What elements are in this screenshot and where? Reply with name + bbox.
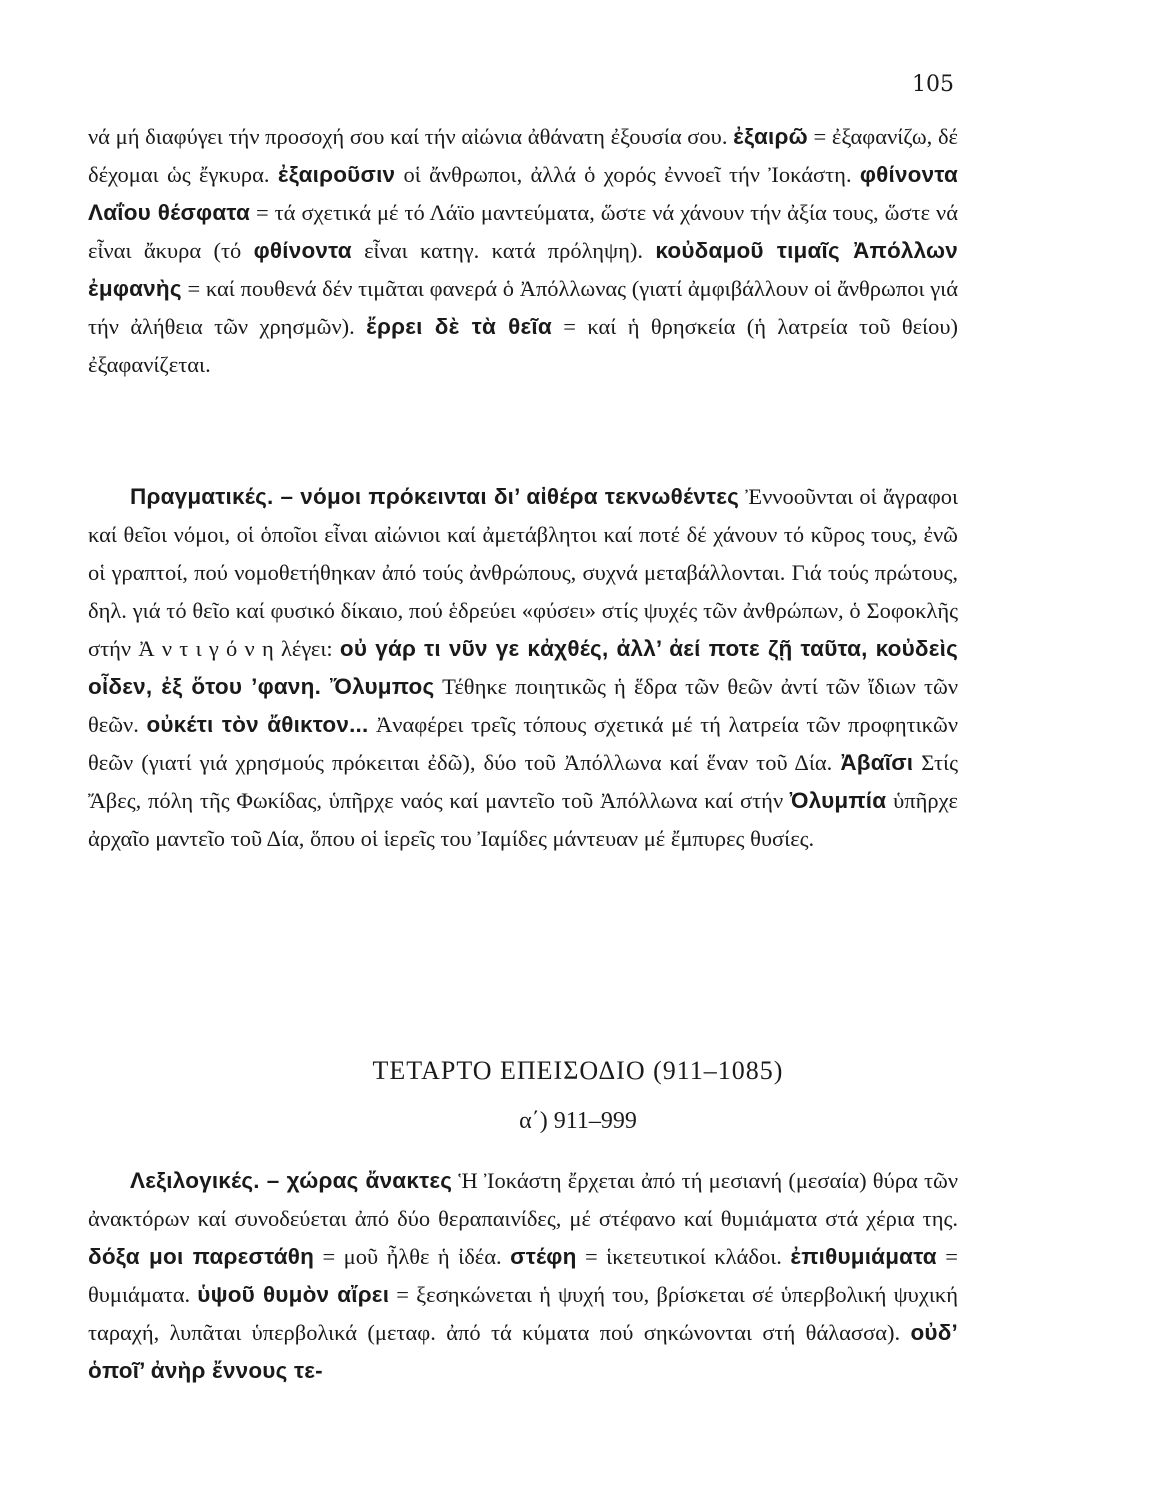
spaced-title: Ἀ ν τ ι γ ό ν η <box>138 636 274 661</box>
term: οὐ γάρ τι νῦν γε κἀχθές, ἀλλ’ ἀεί ποτε ζῇ ταῦτα, κοὐδεὶς οἶδεν, ἐξ ὅτου ’φανη. Ὄλυμπος <box>88 636 958 699</box>
section-label: Πραγματικές. – νόμοι πρόκεινται δι’ αἰθέρα τεκνωθέντες <box>130 484 740 509</box>
term: ἐξαιροῦσιν <box>277 162 396 187</box>
chapter-heading: ΤΕΤΑΡΤΟ ΕΠΕΙΣΟΔΙΟ (911–1085) <box>372 1056 784 1085</box>
term: ὑψοῦ θυμὸν αἴρει <box>197 1282 390 1307</box>
term: Ὀλυμπία <box>789 788 887 813</box>
chapter-subheading: α΄) 911–999 <box>519 1108 637 1134</box>
paragraph-lexical-notes: Λεξιλογικές. – χώρας ἄνακτες Ἡ Ἰοκάστη ἔρχεται ἀπό τή μεσιανή (μεσαία) θύρα τῶν ἀνακτόρων καί συνοδεύεται ἀπό δύο θεραπαινίδες, μέ στέφανο καί θυμιάματα στά χέρια της. δόξα μοι παρεστάθη = μοῦ ἦλθε ἡ ἰδέα. στέφη = ἱκετευτικοί κλάδοι. ἐπιθυμιάματα = θυμιάματα. ὑψοῦ θυμὸν αἴρει = ξεσηκώνεται ἡ ψυχή του, βρίσκεται σέ ὑπερβολική ψυχική ταραχή, λυπᾶται ὑπερβολικά (μεταφ. ἀπό τά κύματα πού σηκώνονται στή θάλασσα). οὐδ’ ὁποῖ’ ἀνὴρ ἔννους τε- <box>88 1168 958 1383</box>
section-label: Λεξιλογικές. – χώρας ἄνακτες <box>130 1168 453 1193</box>
term: Ἀβαῖσι <box>840 750 914 775</box>
term: στέφη <box>510 1244 577 1269</box>
term: οὐδ’ ὁποῖ’ ἀνὴρ ἔννους τε- <box>88 1320 958 1383</box>
term: ἐπιθυμιάματα <box>790 1244 937 1269</box>
paragraph-factual-notes: Πραγματικές. – νόμοι πρόκεινται δι’ αἰθέρα τεκνωθέντες Ἐννοοῦνται οἱ ἄγραφοι καί θεῖοι νόμοι, οἱ ὁποῖοι εἶναι αἰώνιοι καί ἀμετάβλητοι καί ποτέ δέ χάνουν τό κῦρος τους, ἐνῶ οἱ γραπτοί, πού νομοθετήθηκαν ἀπό τούς ἀνθρώπους, συχνά μεταβάλλονται. Γιά τούς πρώτους, δηλ. γιά τό θεῖο καί φυσικό δίκαιο, πού ἑδρεύει «φύσει» στίς ψυχές τῶν ἀνθρώπων, ὁ Σοφοκλῆς στήν Ἀ ν τ ι γ ό ν η λέγει: οὐ γάρ τι νῦν γε κἀχθές, ἀλλ’ ἀεί ποτε ζῇ ταῦτα, κοὐδεὶς οἶδεν, ἐξ ὅτου ’φανη. Ὄλυμπος Τέθηκε ποιητικῶς ἡ ἕδρα τῶν θεῶν ἀντί τῶν ἴδιων τῶν θεῶν. οὐκέτι τὸν ἄθικτον... Ἀναφέρει τρεῖς τόπους σχετικά μέ τή λατρεία τῶν προφητικῶν θεῶν (γιατί γιά χρησμούς πρόκειται ἐδῶ), δύο τοῦ Ἀπόλλωνα καί ἕναν τοῦ Δία. Ἀβαῖσι Στίς Ἄβες, πόλη τῆς Φωκίδας, ὑπῆρχε ναός καί μαντεῖο τοῦ Ἀπόλλωνα καί στήν Ὀλυμπία ὑπῆρχε ἀρχαῖο μαντεῖο τοῦ Δία, ὅπου οἱ ἱερεῖς του Ἰαμίδες μάντευαν μέ ἔμπυρες θυσίες. <box>88 484 959 851</box>
term: οὐκέτι τὸν ἄθικτον... <box>146 712 369 737</box>
term: δόξα μοι παρεστάθη <box>88 1244 315 1269</box>
term: ἐξαιρῶ <box>733 124 808 149</box>
paragraph-glossary-continuation: νά μή διαφύγει τήν προσοχή σου καί τήν αἰώνια ἀθάνατη ἐξουσία σου. ἐξαιρῶ = ἐξαφανίζω, δέ δέχομαι ὡς ἔγκυρα. ἐξαιροῦσιν οἱ ἄνθρωποι, ἀλλά ὁ χορός ἐννοεῖ τήν Ἰοκάστη. φθίνοντα Λαΐου θέσφατα = τά σχετικά μέ τό Λάϊο μαντεύματα, ὥστε νά χάνουν τήν ἀξία τους, ὥστε νά εἶναι ἄκυρα (τό φθίνοντα εἶναι κατηγ. κατά πρόληψη). κοὐδαμοῦ τιμαῖς Ἀπόλλων ἐμφανὴς = καί πουθενά δέν τιμᾶται φανερά ὁ Ἀπόλλωνας (γιατί ἀμφιβάλλουν οἱ ἄνθρωποι γιά τήν ἀλήθεια τῶν χρησμῶν). ἔρρει δὲ τὰ θεῖα = καί ἡ θρησκεία (ἡ λατρεία τοῦ θείου) ἐξαφανίζεται. <box>88 124 958 377</box>
term: κοὐδαμοῦ τιμαῖς Ἀπόλλων ἐμφανὴς <box>88 238 958 301</box>
term: φθίνοντα <box>253 238 352 263</box>
page-number: 105 <box>912 72 954 97</box>
term: φθίνοντα Λαΐου θέσφατα <box>88 162 958 225</box>
term: ἔρρει δὲ τὰ θεῖα <box>366 314 552 339</box>
